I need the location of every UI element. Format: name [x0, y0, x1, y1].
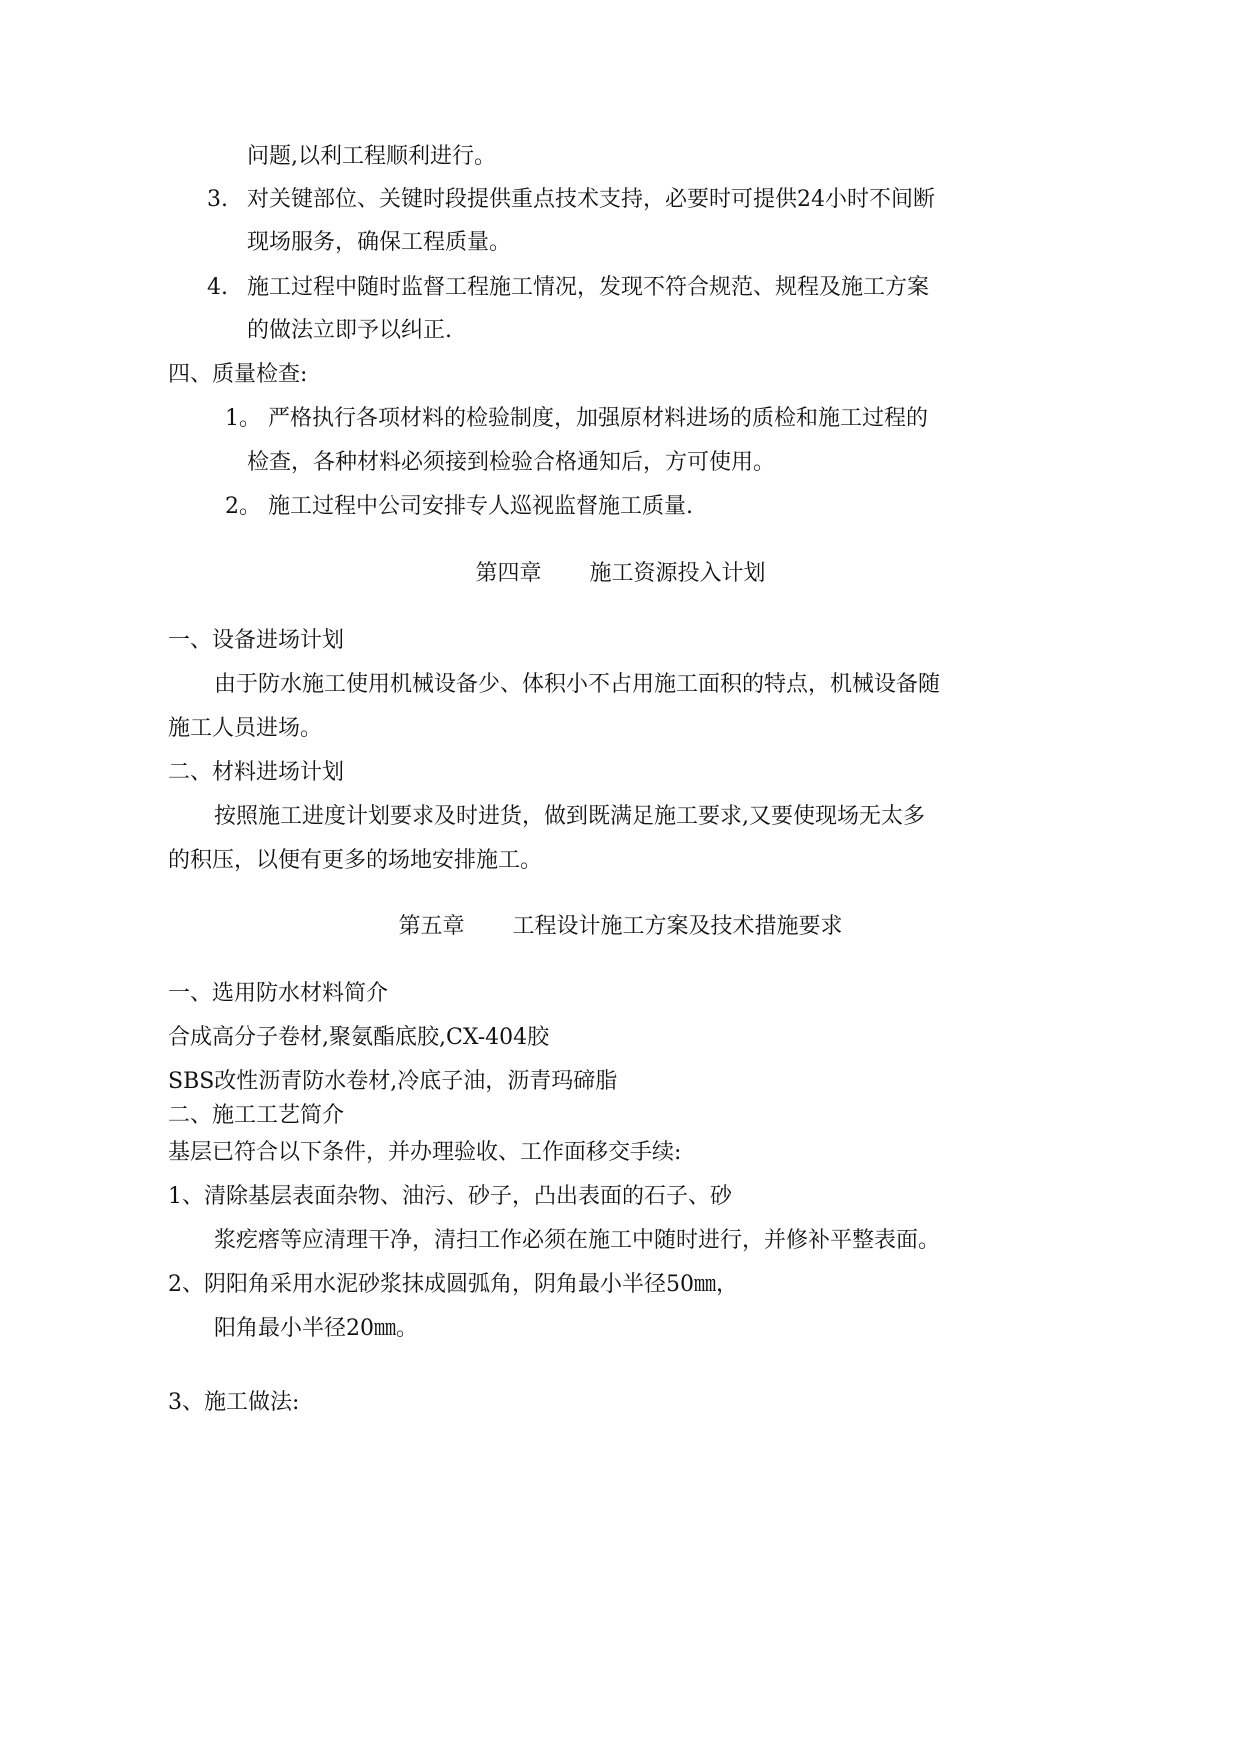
equipment-heading: 一、设备进场计划: [168, 628, 345, 653]
materials-line1: 合成高分子卷材,聚氨酯底胶,CX-404胶: [168, 1025, 550, 1050]
chapter5-heading: [0, 916, 1241, 938]
chapter5-label: 第五章: [398, 914, 465, 939]
equipment-paragraph-line1: 由于防水施工使用机械设备少、体积小不占用施工面积的特点，机械设备随: [214, 672, 941, 697]
quality-item1-line2: 检查，各种材料必须接到检验合格通知后，方可使用。: [247, 450, 776, 475]
material-heading: 二、材料进场计划: [168, 760, 345, 785]
process-heading: 二、施工工艺简介: [168, 1103, 345, 1128]
quality-check-heading: 四、质量检查:: [168, 362, 308, 387]
step1-line2: 浆疙瘩等应清理干净，清扫工作必须在施工中随时进行，并修补平整表面。: [214, 1228, 941, 1253]
quality-item1-number: 1。: [225, 406, 261, 431]
step1-line1: 1、清除基层表面杂物、油污、砂子，凸出表面的石子、砂: [168, 1184, 732, 1209]
chapter5-title: 工程设计施工方案及技术措施要求: [512, 914, 843, 939]
item3-number: 3.: [207, 187, 228, 212]
item4-line2: 的做法立即予以纠正.: [247, 318, 452, 343]
item3-line2: 现场服务，确保工程质量。: [247, 230, 512, 255]
chapter4-heading: [0, 563, 1241, 585]
item3-line1: 对关键部位、关键时段提供重点技术支持，必要时可提供24小时不间断: [247, 187, 935, 212]
step2-line1: 2、阴阳角采用水泥砂浆抹成圆弧角，阴角最小半径50㎜，: [168, 1272, 738, 1297]
quality-item2-line1: 施工过程中公司安排专人巡视监督施工质量.: [268, 494, 693, 519]
quality-item2-number: 2。: [225, 494, 261, 519]
item4-line1: 施工过程中随时监督工程施工情况，发现不符合规范、规程及施工方案: [247, 275, 930, 300]
item2-continuation: 问题,以利工程顺利进行。: [247, 144, 496, 169]
materials-intro-heading: 一、选用防水材料简介: [168, 981, 389, 1006]
chapter4-label: 第四章: [475, 561, 542, 586]
materials-line2: SBS改性沥青防水卷材,冷底子油，沥青玛碲脂: [168, 1069, 618, 1094]
chapter4-title: 施工资源投入计划: [589, 561, 766, 586]
quality-item1-line1: 严格执行各项材料的检验制度，加强原材料进场的质检和施工过程的: [268, 406, 929, 431]
material-paragraph-line1: 按照施工进度计划要求及时进货，做到既满足施工要求,又要使现场无太多: [214, 804, 925, 829]
process-intro: 基层已符合以下条件，并办理验收、工作面移交手续:: [168, 1140, 682, 1165]
step2-line2: 阳角最小半径20㎜。: [214, 1316, 418, 1341]
equipment-paragraph-line2: 施工人员进场。: [168, 716, 323, 741]
item4-number: 4.: [207, 275, 228, 300]
material-paragraph-line2: 的积压，以便有更多的场地安排施工。: [168, 848, 543, 873]
step3: 3、施工做法:: [168, 1390, 300, 1415]
